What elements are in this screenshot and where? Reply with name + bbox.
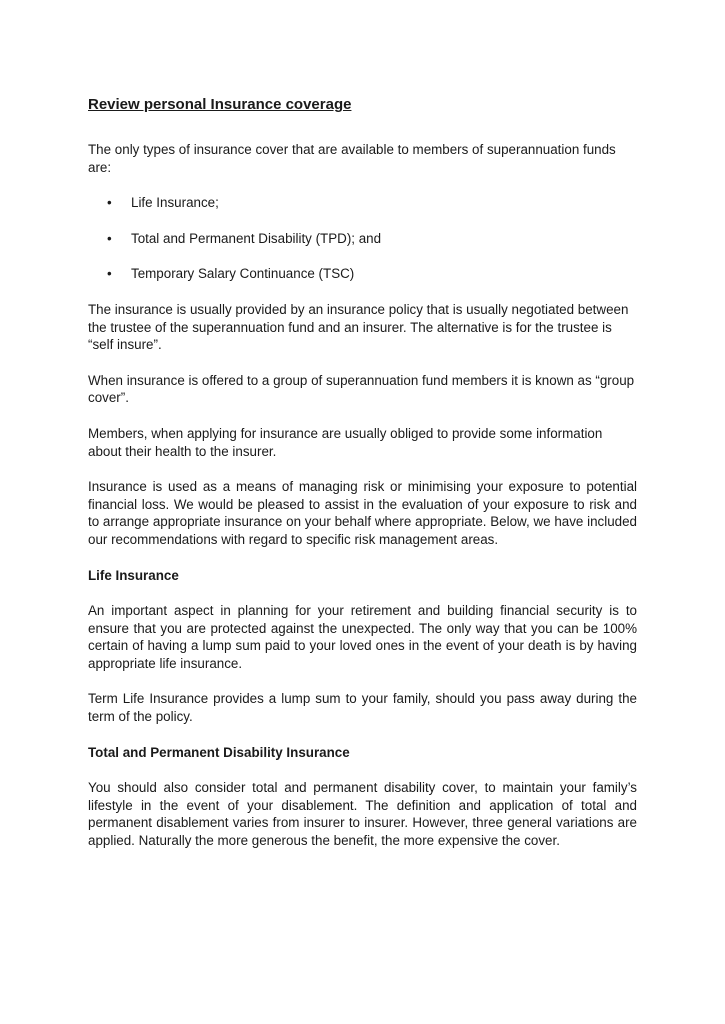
bullet-icon: • xyxy=(107,230,112,246)
group-cover-paragraph: When insurance is offered to a group of superannuation fund members it is known as “group cover”. xyxy=(88,372,635,406)
list-item-label: Life Insurance; xyxy=(131,195,219,211)
risk-paragraph: Insurance is used as a means of managing risk or minimising your exposure to potential financial loss. We would be pleased to assist in the evaluation of your exposure to risk and to arrange appropriate insurance on your behalf where appropriate. Below, we have included our recommendations with regard to specific risk management areas. xyxy=(88,479,637,547)
life-insurance-heading: Life Insurance xyxy=(88,567,179,583)
bullet-icon: • xyxy=(107,195,112,211)
tpd-paragraph: You should also consider total and permanent disability cover, to maintain your family’s lifestyle in the event of your disablement. The definition and application of total and permanent disablement varies from insurer to insurer. However, three general variations are applied. Naturally the more generous the benefit, the more expensive the cover. xyxy=(88,780,637,849)
bullet-icon: • xyxy=(107,266,112,282)
page-title: Review personal Insurance coverage xyxy=(88,96,352,113)
life-insurance-paragraph-1: An important aspect in planning for your retirement and building financial security is to ensure that you are protected against the unexpected. The only way that you can be 100% certain of having a lump sum paid to your loved ones in the event of your death is by having appropriate life insurance. xyxy=(88,603,637,671)
list-item-label: Temporary Salary Continuance (TSC) xyxy=(131,266,355,282)
tpd-heading: Total and Permanent Disability Insurance xyxy=(88,744,350,760)
list-item-label: Total and Permanent Disability (TPD); and xyxy=(131,230,382,246)
life-insurance-paragraph-2: Term Life Insurance provides a lump sum to your family, should you pass away during the term of the policy. xyxy=(88,691,637,725)
health-info-paragraph: Members, when applying for insurance are usually obliged to provide some information about their health to the insurer. xyxy=(88,425,603,459)
list-item xyxy=(88,265,637,283)
insurance-types-list xyxy=(88,194,637,283)
list-item xyxy=(88,230,637,248)
list-item xyxy=(88,194,637,212)
intro-paragraph: The only types of insurance cover that are available to members of superannuation funds are: xyxy=(88,142,616,175)
policy-paragraph: The insurance is usually provided by an insurance policy that is usually negotiated between the trustee of the superannuation fund and an insurer. The alternative is for the trustee is “self insure”. xyxy=(88,301,629,353)
